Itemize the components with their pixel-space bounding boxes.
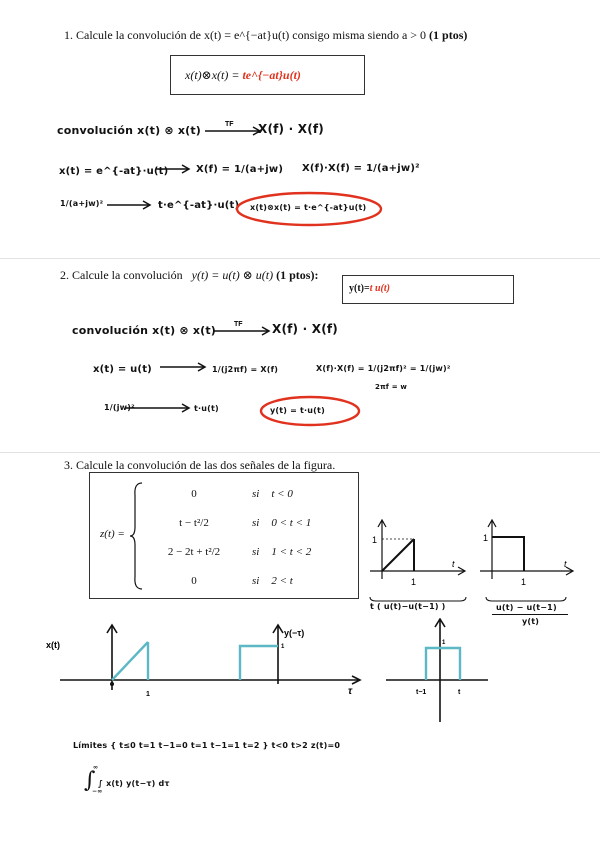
q1-arrow-2: [154, 160, 194, 178]
sketch-tick-t: t: [458, 689, 461, 696]
q3-limits: Límites { t≤0 t=1 t−1=0 t=1 t−1=1 t=2 } t<0 t>2 z(t)=0: [73, 741, 341, 750]
q2-hw-circled: y(t) = t·u(t): [270, 406, 325, 415]
sketch-y-label: y(−τ): [284, 628, 305, 638]
q2-points: (1 ptos):: [276, 268, 319, 282]
fig1-axis: t: [452, 559, 455, 569]
q2-number: 2.: [60, 268, 69, 282]
sketch-tick-one-b: 1: [442, 640, 446, 646]
q2-formula: y(t) = u(t) ⊗ u(t): [191, 268, 274, 282]
fig1-y-tick: 1: [372, 535, 378, 545]
case-value: t − t²/2: [179, 516, 209, 529]
q1-hw-circled: x(t)⊗x(t) = t·e^{-at}u(t): [250, 203, 367, 212]
q3-text: Calcule la convolución de las dos señales de la figura.: [76, 458, 336, 472]
q3-figure-rect: [478, 515, 578, 615]
q1-hw-line2-right: X(f)·X(f) = 1/(a+jw)²: [302, 163, 420, 174]
q3-z-label: z(t) =: [100, 528, 125, 540]
fig2-caption-top: u(t) − u(t−1): [496, 603, 557, 612]
q1-answer-rhs: te^{−at}u(t): [242, 68, 301, 82]
fig1-x-tick: 1: [411, 577, 417, 587]
case-cond: 1 < t < 2: [271, 545, 312, 558]
q2-hw-line2-mid: 1/(j2πf) = X(f): [212, 365, 279, 374]
case-value: 0: [191, 487, 197, 500]
q3-number: 3.: [64, 458, 73, 472]
fig2-y-tick: 1: [483, 533, 489, 543]
q1-answer: [185, 68, 301, 83]
separator-1: [0, 258, 600, 259]
fig2-caption-bottom: y(t): [522, 617, 540, 626]
q2-text: Calcule la convolución: [72, 268, 183, 282]
q3-piecewise-box: [89, 472, 359, 599]
q2-answer-lhs: y(t)=: [349, 283, 370, 294]
case-si: si: [252, 516, 260, 529]
integral-sign-icon: ∫: [84, 768, 96, 793]
fig2-caption-rule: [492, 614, 568, 615]
q2-hw-line2-left: x(t) = u(t): [93, 364, 152, 375]
fig2-axis: t: [564, 559, 567, 569]
integral-upper: ∞: [93, 764, 99, 771]
case-row: [142, 566, 317, 595]
q2-hw-label: convolución x(t) ⊗ x(t): [72, 324, 217, 337]
q2-answer-rhs: t u(t): [369, 283, 390, 294]
case-row: [142, 479, 317, 508]
sketch-tick-1: 1: [146, 691, 150, 698]
case-si: si: [252, 487, 260, 500]
case-value: 0: [191, 574, 197, 587]
q1-number: 1.: [64, 28, 73, 42]
integral-lower: −∞: [92, 788, 103, 795]
case-si: si: [252, 545, 260, 558]
sketch-tick-one-a: 1: [281, 644, 285, 650]
q1-statement: [64, 28, 467, 43]
separator-2: [0, 452, 600, 453]
q1-points: (1 ptos): [429, 28, 468, 42]
case-value: 2 − 2t + t²/2: [167, 545, 221, 558]
q2-hw-line3-mid: t·u(t): [194, 404, 219, 413]
sketch-tick-t1: t−1: [416, 689, 427, 696]
case-row: [142, 537, 317, 566]
q2-statement: [60, 268, 318, 283]
q1-hw-result: X(f) · X(f): [258, 122, 324, 136]
q2-hw-result: X(f) · X(f): [272, 322, 338, 336]
q3-statement: [64, 458, 335, 473]
q1-text: Calcule la convolución de x(t) = e^{−at}u(t) consigo misma siendo a > 0: [76, 28, 427, 42]
fig1-caption: t ( u(t)−u(t−1) ): [370, 602, 446, 611]
case-cond: t < 0: [271, 487, 293, 500]
q2-hw-line2-note: 2πf = w: [375, 383, 408, 391]
q1-hw-line2-mid: X(f) = 1/(a+jw): [196, 164, 284, 175]
q1-tf-text: TF: [225, 121, 234, 128]
q2-answer: [349, 283, 390, 294]
q1-arrow-3: [105, 196, 155, 214]
q1-hw-line3-mid: t·e^{-at}·u(t): [158, 200, 240, 211]
q1-hw-label: convolución x(t) ⊗ x(t): [57, 124, 202, 137]
q1-hw-line3-left: 1/(a+jw)²: [60, 199, 104, 208]
q2-answer-box: [342, 275, 514, 304]
integral-expression: ∫ x(t) y(t−τ) dτ: [98, 779, 170, 788]
q2-hw-line3-left: 1/(jw)²: [104, 403, 135, 412]
q1-answer-lhs: x(t)⊗x(t) =: [185, 68, 243, 82]
q2-arrow-3: [124, 399, 194, 417]
q2-tf-text: TF: [234, 321, 243, 328]
case-cond: 2 < t: [271, 574, 293, 587]
q2-tf-arrow: [212, 318, 274, 338]
q3-figure-ramp: [364, 515, 474, 615]
sketch-tau: τ: [348, 686, 353, 697]
case-cond: 0 < t < 1: [271, 516, 312, 529]
case-row: [142, 508, 317, 537]
q3-cases-table: [142, 479, 317, 595]
q2-arrow-2: [158, 358, 210, 376]
q1-hw-line2-left: x(t) = e^{-at}·u(t): [59, 166, 169, 177]
q3-convolution-sketch: [40, 618, 560, 728]
q1-answer-box: [170, 55, 365, 95]
sketch-x-label: x(t): [46, 640, 60, 650]
case-si: si: [252, 574, 260, 587]
q1-tf-arrow: [203, 118, 265, 138]
q2-hw-line2-right: X(f)·X(f) = 1/(j2πf)² = 1/(jw)²: [316, 364, 451, 373]
fig2-x-tick: 1: [521, 577, 527, 587]
